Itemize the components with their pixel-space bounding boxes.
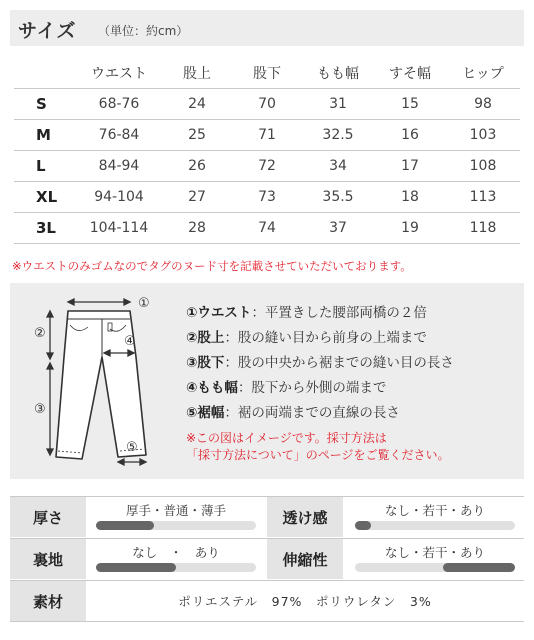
size-table-header-row <box>14 58 520 89</box>
size-label: XL <box>14 182 76 213</box>
marker-inseam: ③ <box>34 402 46 417</box>
size-table-corner <box>14 58 76 89</box>
column-header: ヒップ <box>462 66 504 82</box>
sheerness-scale <box>355 521 515 530</box>
spec-row <box>10 496 524 537</box>
marker-waist: ① <box>138 296 150 311</box>
size-label: S <box>14 89 76 120</box>
stretch-level <box>443 563 515 572</box>
table-cell: 113 <box>446 182 520 213</box>
lining-scale <box>96 563 256 572</box>
size-unit: （単位：約cm） <box>98 24 189 38</box>
thickness-scale <box>96 521 256 530</box>
column-header: もも幅 <box>317 66 359 82</box>
size-label: 3L <box>14 213 76 244</box>
table-cell: 73 <box>232 182 302 213</box>
table-cell: 74 <box>232 213 302 244</box>
table-cell: 28 <box>162 213 232 244</box>
table-row <box>14 89 520 120</box>
stretch-options: なし・若干・あり <box>384 545 485 560</box>
sheerness-label: 透け感 <box>267 497 343 537</box>
material-value: ポリエステル 97% ポリウレタン 3% <box>178 594 432 609</box>
lining-options: なし ・ あり <box>132 545 220 560</box>
size-title: サイズ <box>18 20 77 42</box>
table-cell: 16 <box>374 120 446 151</box>
table-row <box>14 213 520 244</box>
table-cell: 15 <box>374 89 446 120</box>
thickness-label: 厚さ <box>10 497 86 537</box>
table-cell: 70 <box>232 89 302 120</box>
legend-item-inseam: ③股下：股の中央から裾までの縫い目の長さ <box>186 355 454 371</box>
table-cell: 19 <box>374 213 446 244</box>
table-cell: 32.5 <box>302 120 374 151</box>
table-cell: 98 <box>446 89 520 120</box>
sheerness-options: なし・若干・あり <box>384 503 485 518</box>
table-cell: 25 <box>162 120 232 151</box>
legend-item-waist: ①ウエスト：平置きした腰部両橋の２倍 <box>186 305 427 321</box>
measurement-diagram-panel <box>10 283 524 479</box>
diagram-note: ※この図はイメージです。採寸方法は 「採寸方法について」のページをご覧ください。 <box>186 431 450 462</box>
column-header: 股上 <box>183 66 211 82</box>
thickness-level <box>96 521 154 530</box>
marker-rise: ② <box>34 326 46 341</box>
legend-item-hem: ⑤裾幅：裾の両端までの直線の長さ <box>186 405 400 421</box>
sheerness-level <box>355 521 371 530</box>
column-header: ウエスト <box>91 66 147 82</box>
spec-row <box>10 538 524 579</box>
table-cell: 108 <box>446 151 520 182</box>
table-cell: 71 <box>232 120 302 151</box>
table-cell: 34 <box>302 151 374 182</box>
stretch-scale <box>355 563 515 572</box>
size-label: M <box>14 120 76 151</box>
table-cell: 76-84 <box>76 120 162 151</box>
column-header: すそ幅 <box>389 66 431 82</box>
legend-item-thigh: ④もも幅：股下から外側の端まで <box>186 380 387 396</box>
table-cell: 24 <box>162 89 232 120</box>
table-cell: 118 <box>446 213 520 244</box>
marker-hem: ⑤ <box>126 440 138 455</box>
table-cell: 94-104 <box>76 182 162 213</box>
table-cell: 18 <box>374 182 446 213</box>
table-cell: 31 <box>302 89 374 120</box>
table-cell: 104-114 <box>76 213 162 244</box>
table-cell: 72 <box>232 151 302 182</box>
table-cell: 35.5 <box>302 182 374 213</box>
marker-thigh: ④ <box>124 334 136 349</box>
waist-note: ※ウエストのみゴムなのでタグのヌード寸を記載させていただいております。 <box>12 259 412 273</box>
table-cell: 26 <box>162 151 232 182</box>
table-cell: 68-76 <box>76 89 162 120</box>
stretch-label: 伸縮性 <box>267 539 343 579</box>
lining-level <box>96 563 176 572</box>
size-label: L <box>14 151 76 182</box>
thickness-options: 厚手・普通・薄手 <box>125 503 226 518</box>
size-table <box>14 58 520 244</box>
table-cell: 84-94 <box>76 151 162 182</box>
pants-diagram <box>22 287 182 475</box>
material-label: 素材 <box>10 581 86 621</box>
spec-row <box>10 580 524 622</box>
measurement-legend <box>186 301 454 464</box>
table-row <box>14 151 520 182</box>
legend-item-rise: ②股上：股の縫い目から前身の上端まで <box>186 330 427 346</box>
lining-label: 裏地 <box>10 539 86 579</box>
column-header: 股下 <box>253 66 281 82</box>
size-section-header <box>10 10 524 46</box>
table-cell: 103 <box>446 120 520 151</box>
table-row <box>14 120 520 151</box>
table-cell: 37 <box>302 213 374 244</box>
table-cell: 27 <box>162 182 232 213</box>
spec-table <box>10 496 524 620</box>
table-row <box>14 182 520 213</box>
table-cell: 17 <box>374 151 446 182</box>
